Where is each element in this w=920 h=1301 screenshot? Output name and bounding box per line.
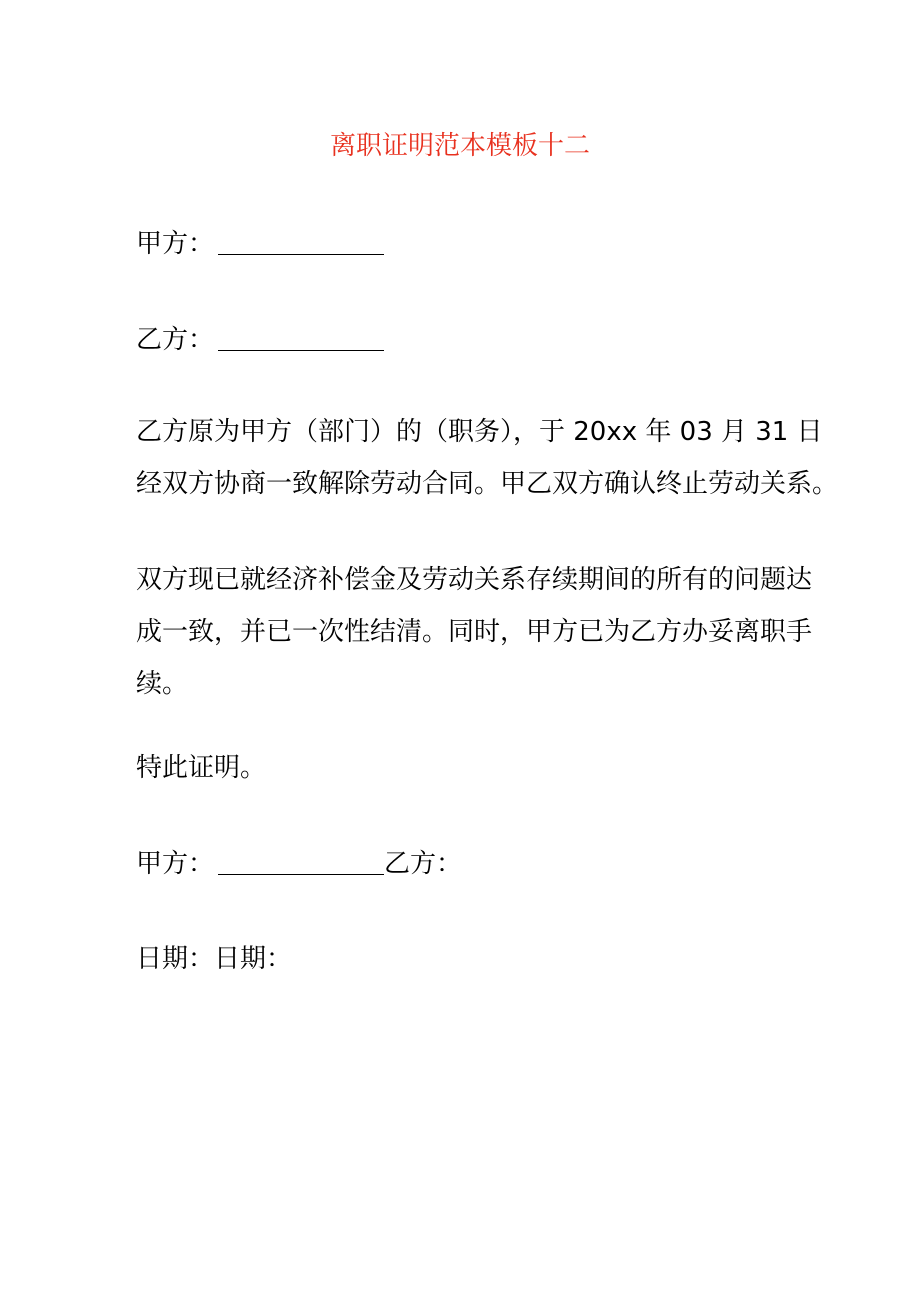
party-a-label: 甲方：	[136, 229, 215, 259]
signature-party-b-label: 乙方：	[384, 849, 463, 879]
party-a-blank	[218, 228, 384, 255]
settlement-paragraph-line: 成一致，并已一次性结清。同时，甲方已为乙方办妥离职手	[136, 617, 813, 647]
employment-paragraph	[136, 406, 839, 510]
document-title: 离职证明范本模板十二	[329, 131, 590, 161]
employment-paragraph-line: 乙方原为甲方（部门）的（职务），于 20xx 年 03 月 31 日	[136, 417, 823, 447]
party-b-label: 乙方：	[136, 325, 215, 355]
settlement-paragraph	[136, 554, 813, 710]
date-line: 日期：日期：	[136, 944, 293, 974]
settlement-paragraph-line: 双方现已就经济补偿金及劳动关系存续期间的所有的问题达	[136, 565, 813, 595]
party-a-line	[136, 226, 796, 262]
party-b-blank	[218, 324, 384, 351]
signature-party-a-label: 甲方：	[136, 849, 215, 879]
employment-paragraph-line: 经双方协商一致解除劳动合同。甲乙双方确认终止劳动关系。	[136, 469, 839, 499]
party-b-line	[136, 322, 796, 358]
certify-line: 特此证明。	[136, 753, 267, 783]
settlement-paragraph-line: 续。	[136, 669, 189, 699]
signature-line	[136, 846, 796, 882]
signature-party-a-blank	[218, 848, 384, 875]
